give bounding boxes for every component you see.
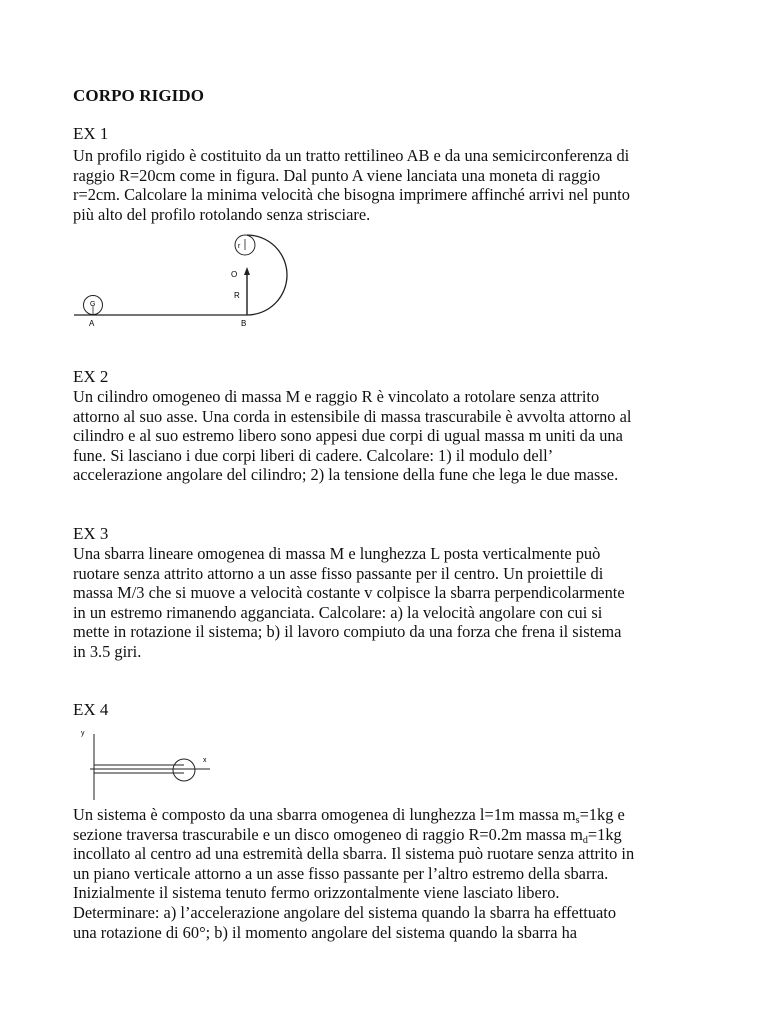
semicircle-profile	[247, 235, 287, 315]
text-line: Inizialmente il sistema tenuto fermo orizzontalmente viene lasciato libero.	[73, 883, 560, 903]
label-o: O	[231, 270, 238, 279]
ex4-text	[73, 805, 713, 942]
text-fragment: =1kg e	[579, 805, 625, 824]
ex2-heading: EX 2	[73, 367, 109, 386]
coin-a-label: G	[90, 301, 96, 308]
arrow-head-icon	[244, 267, 250, 275]
text-line: Determinare: a) l’accelerazione angolare del sistema quando la sbarra ha effettuato	[73, 902, 617, 922]
mass-subscript-d: d	[582, 834, 588, 846]
text-line: massa M/3 che si muove a velocità costante v colpisce la sbarra perpendicolarmente	[73, 583, 625, 603]
y-axis-label: y	[81, 730, 85, 737]
ex4-figure	[74, 724, 224, 804]
disc	[173, 759, 195, 781]
text-line: fune. Si lasciano i due corpi liberi di cadere. Calcolare: 1) il modulo dell’	[73, 445, 554, 465]
text-line: mette in rotazione il sistema; b) il lavoro compiuto da una forza che frena il sistema	[73, 622, 622, 642]
label-r: R	[234, 291, 240, 300]
text-fragment: =1kg	[587, 824, 622, 844]
mass-subscript-s: s	[575, 815, 580, 826]
text-line: Un profilo rigido è costituito da un tratto rettilineo AB e da una semicirconferenza di	[73, 146, 630, 165]
ex2-text	[73, 387, 713, 485]
text-line: r=2cm. Calcolare la minima velocità che bisogna imprimere affinché arrivi nel punto	[73, 185, 630, 205]
coin-top-label: r	[238, 243, 241, 250]
text-line: in 3.5 giri.	[73, 641, 142, 661]
x-axis-label: x	[203, 757, 207, 764]
text-line: attorno al suo asse. Una corda in estensibile di massa trascurabile è avvolta attorno al	[73, 406, 632, 426]
text-line	[73, 825, 713, 845]
text-line: incollato al centro ad una estremità della sbarra. Il sistema può ruotare senza attrito in	[73, 844, 635, 864]
ex1-heading: EX 1	[73, 124, 109, 143]
label-b: B	[241, 319, 247, 328]
text-line: ruotare senza attrito attorno a un asse fisso passante per il centro. Un proiettile di	[73, 563, 604, 583]
ex3-text	[73, 544, 713, 662]
text-line: accelerazione angolare del cilindro; 2) la tensione della fune che lega le due masse.	[73, 465, 619, 485]
ex1-figure	[70, 228, 330, 332]
text-line	[73, 805, 713, 825]
text-line: una rotazione di 60°; b) il momento angolare del sistema quando la sbarra ha	[73, 922, 578, 942]
text-line: in un estremo rimanendo agganciata. Calcolare: a) la velocità angolare con cui si	[73, 602, 603, 622]
text-line: cilindro e al suo estremo libero sono appesi due corpi di ugual massa m uniti da una	[73, 426, 623, 446]
label-a: A	[89, 319, 95, 328]
text-line: un piano verticale attorno a un asse fisso passante per l’altro estremo della sbarra.	[73, 863, 609, 883]
ex4-heading: EX 4	[73, 700, 109, 719]
text-line: raggio R=20cm come in figura. Dal punto A viene lanciata una moneta di raggio	[73, 165, 601, 185]
text-line: Una sbarra lineare omogenea di massa M e lunghezza L posta verticalmente può	[73, 544, 601, 563]
text-line: Un cilindro omogeneo di massa M e raggio R è vincolato a rotolare senza attrito	[73, 387, 600, 406]
text-fragment: sezione traversa trascurabile e un disco omogeneo di raggio R=0.2m massa m	[73, 824, 583, 844]
text-fragment: Un sistema è composto da una sbarra omogenea di lunghezza l=1m massa m	[73, 805, 576, 824]
document-title: CORPO RIGIDO	[73, 86, 205, 105]
text-line: più alto del profilo rotolando senza strisciare.	[73, 204, 371, 224]
ex3-heading: EX 3	[73, 524, 109, 543]
ex1-text	[73, 146, 713, 224]
